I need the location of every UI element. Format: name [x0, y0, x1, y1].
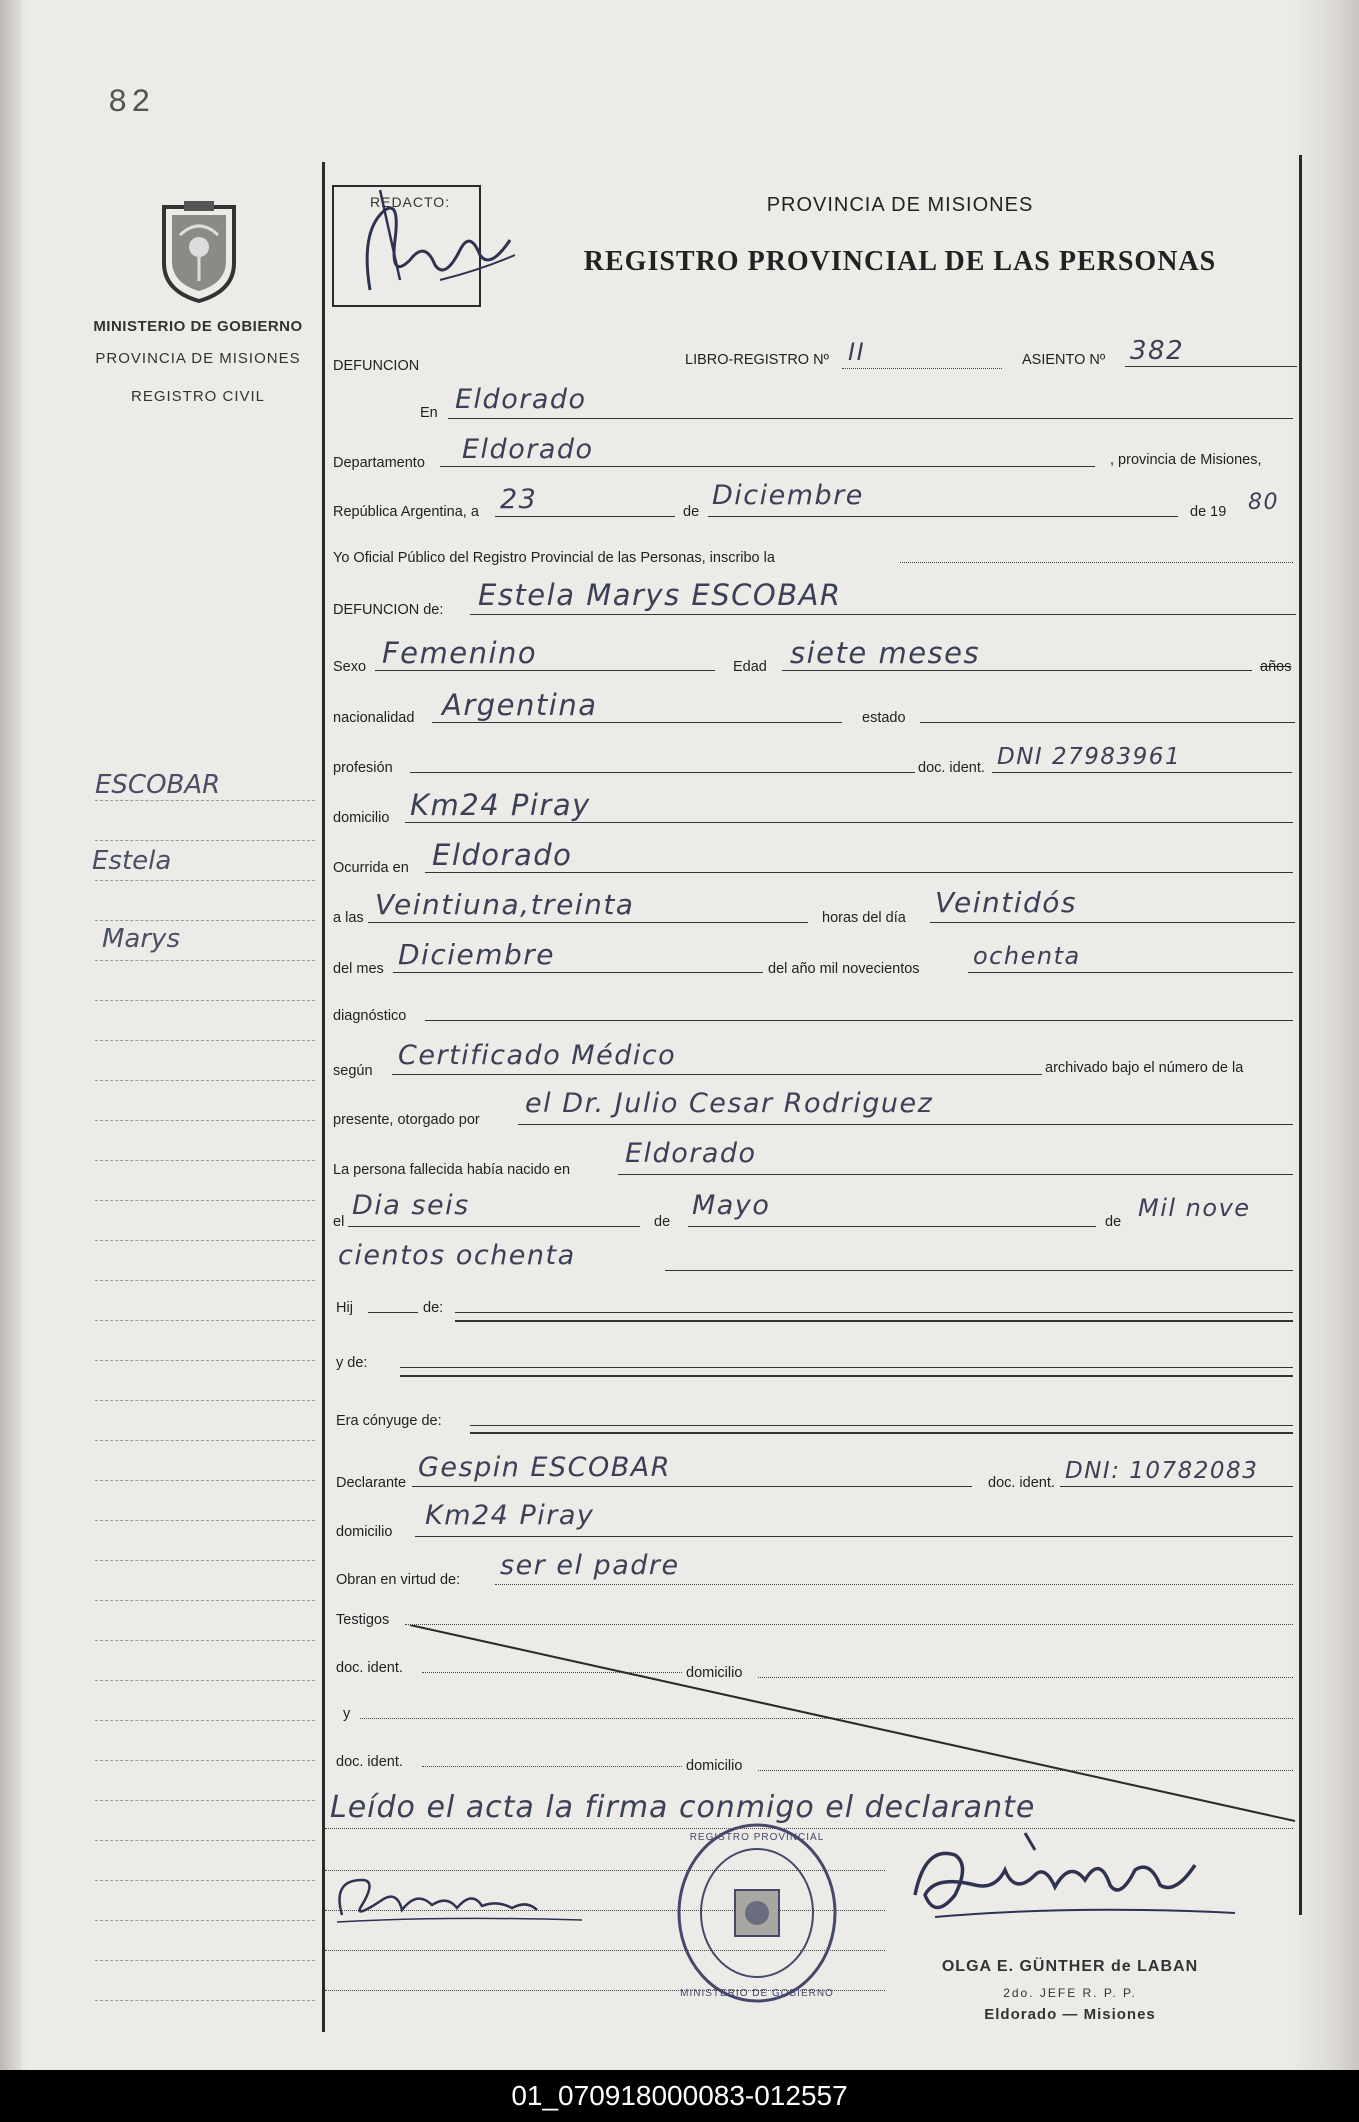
oficial-line	[900, 562, 1293, 563]
segun-value: Certificado Médico	[398, 1040, 677, 1071]
ocurrida-value: Eldorado	[432, 838, 573, 872]
estado-line	[920, 722, 1295, 723]
doc-ident-label: doc. ident.	[918, 760, 985, 776]
defuncion-de-label: DEFUNCION de:	[333, 602, 444, 618]
el-label: el	[333, 1214, 345, 1230]
provincia-suffix: , provincia de Misiones,	[1110, 452, 1262, 468]
domicilio-line	[405, 822, 1293, 823]
margin-first-name: Estela	[92, 846, 172, 876]
t-doc2-label: doc. ident.	[336, 1754, 403, 1770]
margin-ruled-line	[95, 1800, 315, 1801]
margin-ruled-line	[95, 1720, 315, 1721]
obran-label: Obran en virtud de:	[336, 1572, 461, 1588]
anio-mil-line	[968, 972, 1293, 973]
mes-line	[708, 516, 1178, 517]
estado-label: estado	[862, 710, 906, 726]
margin-ruled-line	[95, 1840, 315, 1841]
oficial-text: Yo Oficial Público del Registro Provincial de las Personas, inscribo la	[333, 550, 775, 566]
margin-ruled-line	[95, 1520, 315, 1521]
form-left-border	[322, 162, 325, 2032]
margin-ruled-line	[95, 1480, 315, 1481]
margin-ruled-line	[95, 960, 315, 961]
doc-ident-line	[992, 772, 1292, 773]
libro-registro-value: II	[848, 338, 866, 366]
declarante-value: Gespin ESCOBAR	[418, 1452, 671, 1483]
nacido-value: Eldorado	[625, 1138, 757, 1169]
de2-label: de	[654, 1214, 671, 1230]
decl-dom-value: Km24 Piray	[425, 1500, 595, 1531]
de19-label: de 19	[1190, 504, 1227, 520]
conyuge-line	[470, 1425, 1293, 1426]
coat-of-arms-icon	[150, 195, 248, 305]
de3-value: Mil nove	[1138, 1194, 1251, 1222]
ministry-label: MINISTERIO DE GOBIERNO	[93, 318, 303, 335]
margin-ruled-line	[95, 1400, 315, 1401]
margin-ruled-line	[95, 1080, 315, 1081]
decl-dom-label: domicilio	[336, 1524, 393, 1540]
diagnostico-label: diagnóstico	[333, 1008, 407, 1024]
officer-signature	[895, 1825, 1255, 1935]
departamento-label: Departamento	[333, 455, 425, 471]
presente-label: presente, otorgado por	[333, 1112, 480, 1128]
en-label: En	[420, 405, 438, 421]
t-dom2-label: domicilio	[686, 1758, 743, 1774]
asiento-label: ASIENTO Nº	[1022, 352, 1106, 368]
domicilio-value: Km24 Piray	[410, 788, 591, 822]
margin-ruled-line	[95, 800, 315, 801]
anio-mil-value: ochenta	[973, 942, 1081, 970]
margin-ruled-line	[95, 1240, 315, 1241]
t-dom-label: domicilio	[686, 1665, 743, 1681]
el-line	[348, 1226, 640, 1227]
hij-de-strike	[455, 1320, 1293, 1322]
obran-value: ser el padre	[500, 1550, 680, 1581]
margin-ruled-line	[95, 1280, 315, 1281]
sexo-value: Femenino	[382, 636, 538, 670]
nacionalidad-line	[432, 722, 842, 723]
doc-ident-value: DNI 27983961	[997, 744, 1182, 770]
presente-value: el Dr. Julio Cesar Rodriguez	[525, 1088, 934, 1119]
defuncion-de-value: Estela Marys ESCOBAR	[478, 578, 842, 612]
horas-value: Veintidós	[935, 886, 1078, 919]
margin-ruled-line	[95, 1360, 315, 1361]
hij-label: Hij	[336, 1300, 353, 1316]
redacto-label: REDACTO:	[370, 194, 451, 210]
de-label: de	[683, 504, 700, 520]
margin-ruled-line	[95, 1600, 315, 1601]
y-de-strike	[400, 1375, 1293, 1377]
presente-line	[518, 1124, 1293, 1125]
margin-ruled-line	[95, 1760, 315, 1761]
nacido-line	[618, 1174, 1293, 1175]
en-line	[448, 418, 1293, 419]
edad-label: Edad	[733, 659, 767, 675]
asiento-line	[1125, 366, 1297, 367]
anio-value: 80	[1248, 490, 1279, 515]
declarant-signature	[322, 1860, 622, 1930]
dia-value: 23	[500, 484, 538, 515]
anio-mil-label: del año mil novecientos	[768, 961, 920, 977]
margin-ruled-line	[95, 880, 315, 881]
el-value: Dia seis	[352, 1190, 470, 1221]
hij-de-line	[455, 1312, 1293, 1313]
nacionalidad-label: nacionalidad	[333, 710, 415, 726]
defuncion-label: DEFUNCION	[333, 358, 420, 374]
horas-line	[930, 922, 1295, 923]
header-province: PROVINCIA DE MISIONES	[766, 194, 1034, 216]
y-de-line	[400, 1367, 1293, 1368]
libro-line	[842, 368, 1002, 369]
margin-middle-name: Marys	[102, 924, 180, 954]
a-las-value: Veintiuna,treinta	[375, 888, 635, 921]
margin-ruled-line	[95, 2000, 315, 2001]
margin-ruled-line	[95, 1960, 315, 1961]
continuation-line	[665, 1270, 1293, 1271]
domicilio-label: domicilio	[333, 810, 390, 826]
hij-line	[368, 1312, 418, 1313]
margin-ruled-line	[95, 1440, 315, 1441]
page-number: 82	[108, 84, 155, 121]
conyuge-strike	[470, 1432, 1293, 1434]
book-binding	[0, 0, 22, 2070]
nacido-label: La persona fallecida había nacido en	[333, 1162, 571, 1178]
officer-name: OLGA E. GÜNTHER de LABAN	[941, 1958, 1199, 1975]
margin-ruled-line	[95, 840, 315, 841]
officer-title: 2do. JEFE R. P. P.	[1003, 1986, 1137, 2000]
y-de-label: y de:	[336, 1355, 368, 1371]
edad-value: siete meses	[790, 636, 981, 670]
departamento-line	[440, 466, 1095, 467]
margin-ruled-line	[95, 1880, 315, 1881]
de2-line	[688, 1226, 1096, 1227]
decl-doc-label: doc. ident.	[988, 1475, 1055, 1491]
asiento-value: 382	[1130, 336, 1185, 366]
a-las-label: a las	[333, 910, 364, 926]
margin-ruled-line	[95, 1040, 315, 1041]
del-mes-value: Diciembre	[398, 938, 556, 971]
horas-label: horas del día	[822, 910, 906, 926]
hij-de-label: de:	[423, 1300, 444, 1316]
margin-ruled-line	[95, 1680, 315, 1681]
declarante-label: Declarante	[336, 1475, 407, 1491]
conyuge-label: Era cónyuge de:	[336, 1413, 442, 1429]
svg-text:REGISTRO PROVINCIAL: REGISTRO PROVINCIAL	[689, 1832, 825, 1843]
margin-ruled-line	[95, 920, 315, 921]
archivado-label: archivado bajo el número de la	[1045, 1060, 1244, 1076]
de2-value: Mayo	[692, 1190, 771, 1221]
t-doc-label: doc. ident.	[336, 1660, 403, 1676]
profesion-label: profesión	[333, 760, 393, 776]
decl-dom-line	[415, 1536, 1293, 1537]
obran-line	[495, 1584, 1293, 1585]
margin-ruled-line	[95, 1320, 315, 1321]
margin-surname: ESCOBAR	[95, 770, 221, 800]
del-mes-label: del mes	[333, 961, 384, 977]
official-stamp	[672, 1818, 842, 2008]
civil-registry-label: REGISTRO CIVIL	[130, 388, 266, 405]
margin-ruled-line	[95, 1640, 315, 1641]
a-las-line	[368, 922, 808, 923]
officer-place: Eldorado — Misiones	[984, 2006, 1156, 2023]
redacto-signature	[340, 170, 520, 320]
nacionalidad-value: Argentina	[442, 688, 598, 722]
closing-statement: Leído el acta la firma conmigo el declarante	[330, 1790, 1036, 1825]
header-registry-title: REGISTRO PROVINCIAL DE LAS PERSONAS	[583, 246, 1217, 277]
libro-registro-label: LIBRO-REGISTRO Nº	[685, 352, 829, 368]
ocurrida-line	[425, 872, 1293, 873]
mes-value: Diciembre	[712, 480, 864, 511]
segun-line	[392, 1074, 1042, 1075]
del-mes-line	[393, 972, 763, 973]
province-label: PROVINCIA DE MISIONES	[95, 350, 301, 367]
margin-ruled-line	[95, 1920, 315, 1921]
svg-text:MINISTERIO DE GOBIERNO: MINISTERIO DE GOBIERNO	[680, 1988, 834, 1999]
sexo-label: Sexo	[333, 659, 367, 675]
continuation-value: cientos ochenta	[338, 1240, 576, 1271]
ocurrida-label: Ocurrida en	[333, 860, 409, 876]
diagnostico-line	[425, 1020, 1293, 1021]
margin-ruled-line	[95, 1120, 315, 1121]
en-value: Eldorado	[455, 384, 587, 415]
decl-doc-value: DNI: 10782083	[1065, 1458, 1259, 1484]
segun-label: según	[333, 1063, 373, 1079]
declarante-line	[412, 1486, 972, 1487]
t-y-label: y	[343, 1706, 351, 1722]
anos-label: años	[1260, 659, 1292, 675]
departamento-value: Eldorado	[462, 434, 594, 465]
profesion-line	[410, 772, 915, 773]
footer-file-id: 01_070918000083-012557	[0, 2070, 1359, 2122]
sexo-line	[375, 670, 715, 671]
de3-label: de	[1105, 1214, 1122, 1230]
defuncion-de-line	[470, 614, 1296, 615]
margin-ruled-line	[95, 1560, 315, 1561]
margin-ruled-line	[95, 1000, 315, 1001]
margin-ruled-line	[95, 1160, 315, 1161]
edad-line	[782, 670, 1252, 671]
republica-label: República Argentina, a	[333, 504, 479, 520]
testigos-label: Testigos	[336, 1612, 390, 1628]
margin-ruled-line	[95, 1200, 315, 1201]
decl-doc-line	[1060, 1486, 1293, 1487]
dia-line	[495, 516, 675, 517]
